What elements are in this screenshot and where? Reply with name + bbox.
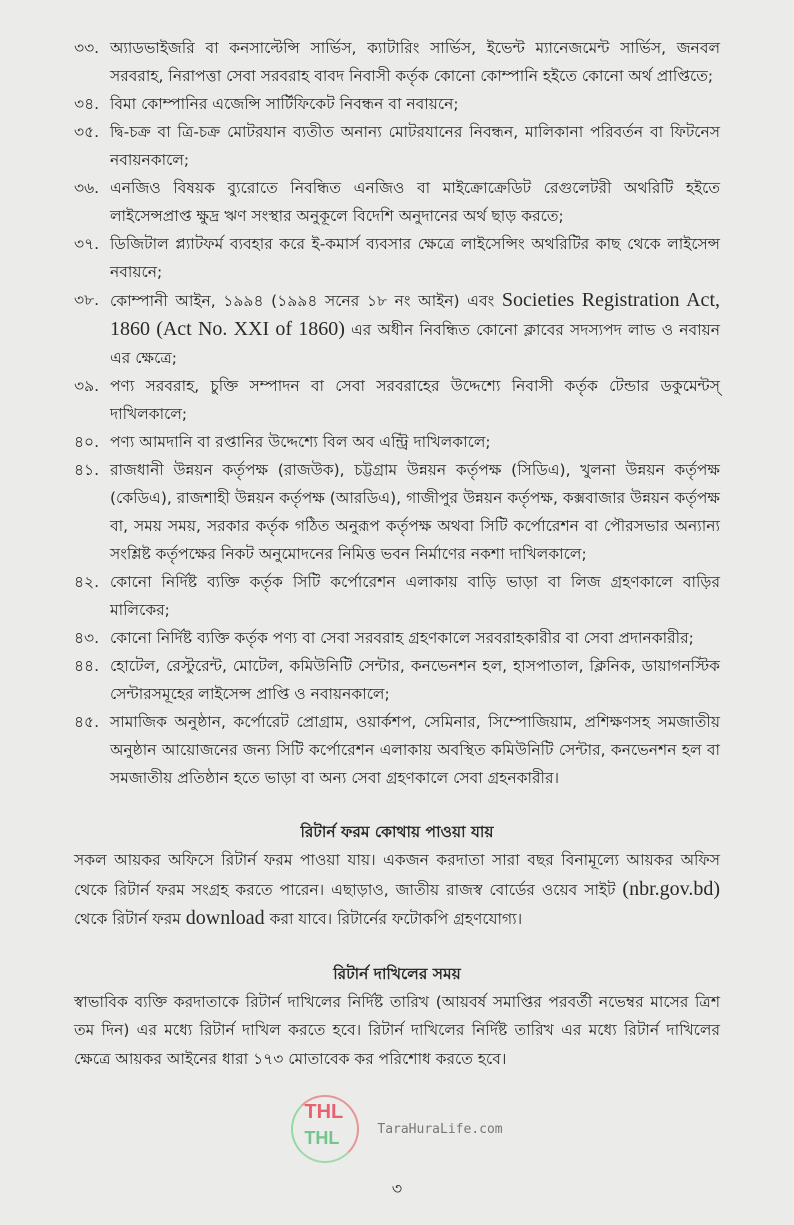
item-text: সামাজিক অনুষ্ঠান, কর্পোরেট প্রোগ্রাম, ওয়ার্কশপ, সেমিনার, সিম্পোজিয়াম, প্রশিক্ষণসহ সমজাতীয় অনুষ্ঠান আয়োজনের জন্য সিটি কর্পোরেশন এলাকায় অবস্থিত কমিউনিটি সেন্টার, কনভেনশন হল বা সমজাতীয় প্রতিষ্ঠান হতে ভাড়া বা অন্য সেবা গ্রহণকালে সেবা গ্রহনকারীর।	[110, 713, 720, 787]
list-item	[74, 456, 720, 568]
watermark-logo	[291, 1095, 359, 1163]
item-text: কোনো নির্দিষ্ট ব্যক্তি কর্তৃক পণ্য বা সেবা সরবরাহ গ্রহণকালে সরবরাহকারীর বা সেবা প্রদানকারীর;	[110, 629, 694, 647]
item-number: ৩৪.	[74, 95, 100, 113]
item-number: ৪৩.	[74, 629, 100, 647]
item-number: ৩৭.	[74, 235, 100, 253]
item-number: ৩৩.	[74, 39, 100, 57]
watermark-logo-bottom: THL	[304, 1128, 340, 1148]
list-item	[74, 568, 720, 624]
item-text: পণ্য আমদানি বা রপ্তানির উদ্দেশ্যে বিল অব এন্ট্রি দাখিলকালে;	[110, 433, 491, 451]
item-number: ৩৯.	[74, 377, 100, 395]
item-text	[110, 286, 720, 372]
item-text: পণ্য সরবরাহ, চুক্তি সম্পাদন বা সেবা সরবরাহের উদ্দেশ্যে নিবাসী কর্তৃক টেন্ডার ডকুমেন্টস্ দাখিলকালে;	[110, 377, 720, 423]
paragraph-text: সকল আয়কর অফিসে রিটার্ন ফরম পাওয়া যায়। একজন করদাতা সারা বছর বিনামূল্যে আয়কর অফিস থেকে রিটার্ন ফরম সংগ্রহ করতে পারেন। এছাড়াও, জাতীয় রাজস্ব বোর্ডের ওয়েব সাইট	[74, 851, 720, 899]
section-heading-return-form: রিটার্ন ফরম কোথায় পাওয়া যায়	[300, 823, 494, 841]
watermark-area	[74, 1095, 720, 1163]
list-item	[74, 34, 720, 90]
section-paragraph-filing-time: স্বাভাবিক ব্যক্তি করদাতাকে রিটার্ন দাখিলের নির্দিষ্ট তারিখ (আয়বর্ষ সমাপ্তির পরবর্তী নভেম্বর মাসের ত্রিশ তম দিন) এর মধ্যে রিটার্ন দাখিল করতে হবে। রিটার্ন দাখিলের নির্দিষ্ট তারিখ এর মধ্যে রিটার্ন দাখিলের ক্ষেত্রে আয়কর আইনের ধারা ১৭৩ মোতাবেক কর পরিশোধ করতে হবে।	[74, 992, 720, 1068]
item-text-part: কোম্পানী আইন, ১৯৯৪ (১৯৯৪ সনের ১৮ নং আইন) এবং	[110, 292, 502, 310]
item-number: ৪১.	[74, 461, 100, 479]
item-text: অ্যাডভাইজরি বা কনসাল্টেন্সি সার্ভিস, ক্যাটারিং সার্ভিস, ইভেন্ট ম্যানেজমেন্ট সার্ভিস, জনবল সরবরাহ, নিরাপত্তা সেবা সরবরাহ বাবদ নিবাসী কর্তৃক কোনো কোম্পানি হইতে কোনো অর্থ প্রাপ্তিতে;	[110, 39, 720, 85]
list-item	[74, 90, 720, 118]
item-text-part: এর অধীন নিবন্ধিত কোনো ক্লাবের সদস্যপদ লাভ ও নবায়ন এর ক্ষেত্রে;	[110, 321, 720, 367]
item-number: ৪৪.	[74, 657, 100, 675]
list-item	[74, 428, 720, 456]
section-heading-filing-time: রিটার্ন দাখিলের সময়	[333, 964, 461, 983]
section-paragraph-return-form	[74, 846, 720, 934]
list-item	[74, 372, 720, 428]
item-text: দ্বি-চক্র বা ত্রি-চক্র মোটরযান ব্যতীত অনান্য মোটরযানের নিবন্ধন, মালিকানা পরিবর্তন বা ফিটনেস নবায়নকালে;	[110, 123, 720, 169]
item-text: বিমা কোম্পানির এজেন্সি সার্টিফিকেট নিবন্ধন বা নবায়নে;	[110, 95, 459, 113]
watermark-logo-top: THL	[304, 1101, 344, 1123]
list-item	[74, 286, 720, 372]
item-number: ৪২.	[74, 573, 100, 591]
page-number: ৩	[391, 1179, 403, 1198]
list-item	[74, 230, 720, 286]
list-item	[74, 174, 720, 230]
item-number: ৪৫.	[74, 713, 100, 731]
numbered-list	[74, 34, 720, 792]
act-name: Societies Registration Act, 1860 (Act No. XXI of 1860)	[110, 289, 720, 340]
download-word: download	[185, 907, 265, 929]
item-number: ৩৫.	[74, 123, 100, 141]
list-item	[74, 624, 720, 652]
watermark-url: TaraHuraLife.com	[377, 1121, 503, 1137]
item-number: ৩৬.	[74, 179, 100, 197]
item-text: রাজধানী উন্নয়ন কর্তৃপক্ষ (রাজউক), চট্টগ্রাম উন্নয়ন কর্তৃপক্ষ (সিডিএ), খুলনা উন্নয়ন কর্তৃপক্ষ (কেডিএ), রাজশাহী উন্নয়ন কর্তৃপক্ষ (আরডিএ), গাজীপুর উন্নয়ন কর্তৃপক্ষ, কক্সবাজার উন্নয়ন কর্তৃপক্ষ বা, সময় সময়, সরকার কর্তৃক গঠিত অনুরূপ কর্তৃপক্ষ অথবা সিটি কর্পোরেশন বা পৌরসভার অন্যান্য সংশ্লিষ্ট কর্তৃপক্ষের নিকট অনুমোদনের নিমিত্ত ভবন নির্মাণের নকশা দাখিলকালে;	[110, 461, 720, 563]
list-item	[74, 652, 720, 708]
paragraph-text: করা যাবে। রিটার্নের ফটোকপি গ্রহণযোগ্য।	[264, 910, 523, 928]
paragraph-text: থেকে রিটার্ন ফরম	[74, 910, 186, 928]
nbr-website-link: (nbr.gov.bd)	[622, 877, 720, 900]
item-text: ডিজিটাল প্ল্যাটফর্ম ব্যবহার করে ই-কমার্স ব্যবসার ক্ষেত্রে লাইসেন্সিং অথরিটির কাছ থেকে লাইসেন্স নবায়নে;	[110, 235, 720, 281]
list-item	[74, 708, 720, 792]
item-number: ৪০.	[74, 433, 100, 451]
item-number: ৩৮.	[74, 291, 100, 309]
item-text: এনজিও বিষয়ক ব্যুরোতে নিবন্ধিত এনজিও বা মাইক্রোক্রেডিট রেগুলেটরী অথরিটি হইতে লাইসেন্সপ্রাপ্ত ক্ষুদ্র ঋণ সংস্থার অনুকূলে বিদেশি অনুদানের অর্থ ছাড় করতে;	[110, 179, 720, 225]
item-text: হোটেল, রেস্টুরেন্ট, মোটেল, কমিউনিটি সেন্টার, কনভেনশন হল, হাসপাতাল, ক্লিনিক, ডায়াগনস্টিক সেন্টারসমূহের লাইসেন্স প্রাপ্তি ও নবায়নকালে;	[110, 657, 720, 703]
list-item	[74, 118, 720, 174]
item-text: কোনো নির্দিষ্ট ব্যক্তি কর্তৃক সিটি কর্পোরেশন এলাকায় বাড়ি ভাড়া বা লিজ গ্রহণকালে বাড়ির মালিকের;	[110, 573, 720, 619]
